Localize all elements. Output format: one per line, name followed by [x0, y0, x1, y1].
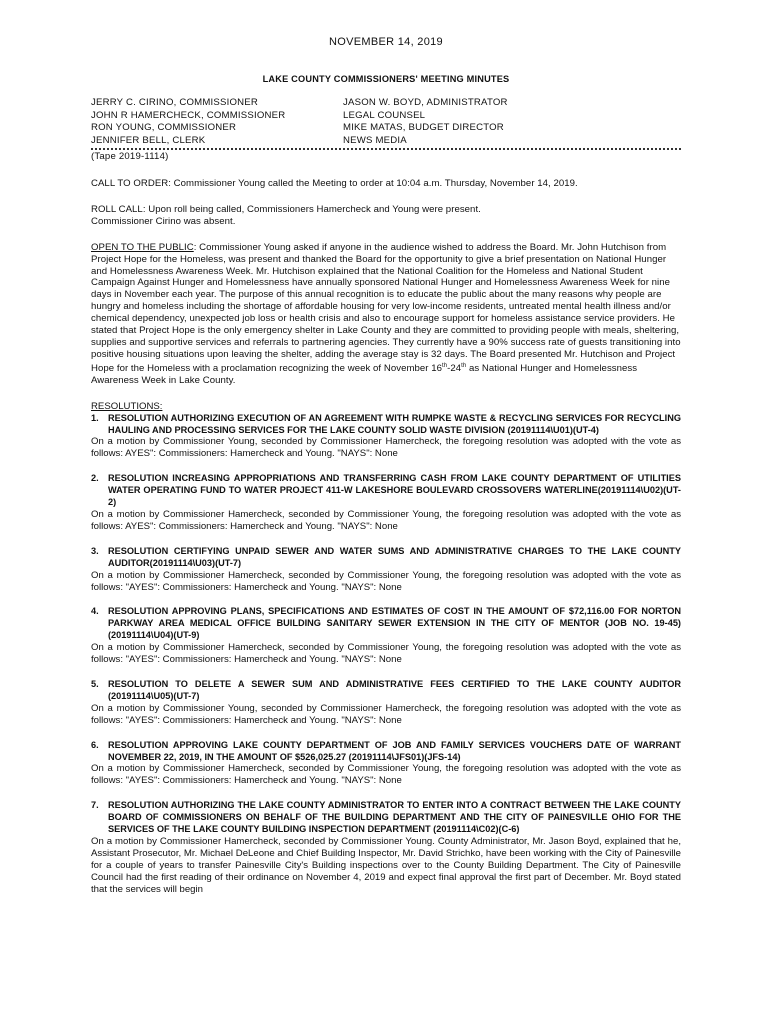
attendee: RON YOUNG, COMMISSIONER	[91, 122, 237, 134]
attendee: JOHN R HAMERCHECK, COMMISSIONER	[91, 109, 286, 121]
resolution-item	[91, 473, 681, 533]
resolution-item	[91, 413, 681, 461]
attendees-left	[91, 97, 343, 147]
resolution-item	[91, 800, 681, 895]
public-text: as National Hunger and Homelessness Awareness Week in Lake County.	[91, 362, 638, 386]
resolution-body: On a motion by Commissioner Hamercheck, seconded by Commissioner Young, the foregoing resolution was adopted with the vote as follows: "AYES": Commissioners: Hamercheck and Young. "NAYS": None	[91, 763, 681, 787]
public-text: : Commissioner Young asked if anyone in the audience wished to address the Board. Mr. John Hutchison from Project Hope for the Homeless, was present and thanked the Board for the opportunity to give a brief presentation on National Hunger and Homelessness Awareness Week. Mr. Hutchison explained that the National Coalition for the Homeless and National Student Campaign Against Hunger and Homelessness have annually sponsored National Hunger and Homelessness Awareness Week for nine days in November each year. The purpose of this annual recognition is to educate the public about the many reasons why people are hungry and homeless including the shortage of affordable housing for very low-income residents, untreated mental health illness and/or chemical dependency, unexpected job loss or health crisis and also to encourage support for homeless assistance service providers. He stated that Project Hope is the only emergency shelter in Lake County and they are committed to providing people with meals, sheltering, supplies and supportive services and referrals to partnering agencies. They currently have a 90% success rate of guests transitioning into positive housing situations upon leaving the shelter, adding the average stay is 32 days. The Board presented Mr. Hutchison and Project Hope for the Homeless with a proclamation recognizing the week of November 16	[91, 241, 681, 374]
minutes-document	[91, 36, 681, 895]
roll-call-line: ROLL CALL: Upon roll being called, Commissioners Hamercheck and Young were present.	[91, 203, 481, 215]
resolution-body: On a motion by Commissioner Young, seconded by Commissioner Hamercheck, the foregoing resolution was adopted with the vote as follows: "AYES": Commissioners: Hamercheck and Young. "NAYS": None	[91, 702, 681, 726]
resolution-title: RESOLUTION APPROVING LAKE COUNTY DEPARTMENT OF JOB AND FAMILY SERVICES VOUCHERS DATE OF WARRANT NOVEMBER 22, 2019, IN THE AMOUNT OF $526,025.27 (20191114\JFS01)(JFS-14)	[108, 739, 681, 762]
resolution-title-row	[91, 740, 681, 764]
resolution-body: On a motion by Commissioner Hamercheck, seconded by Commissioner Young, the foregoing resolution was adopted with the vote as follows: "AYES": Commissioners: Hamercheck and Young. "NAYS": None	[91, 642, 681, 666]
resolution-title-row	[91, 679, 681, 703]
call-to-order: CALL TO ORDER: Commissioner Young called the Meeting to order at 10:04 a.m. Thursday, November 14, 2019.	[91, 177, 578, 189]
resolution-number: 1.	[91, 412, 99, 423]
resolution-number: 5.	[91, 678, 99, 689]
resolution-title: RESOLUTION TO DELETE A SEWER SUM AND ADMINISTRATIVE FEES CERTIFIED TO THE LAKE COUNTY AUDITOR (20191114\U05)(UT-7)	[108, 678, 681, 701]
resolution-title: RESOLUTION INCREASING APPROPRIATIONS AND TRANSFERRING CASH FROM LAKE COUNTY DEPARTMENT OF UTILITIES WATER OPERATING FUND TO WATER PROJECT 411-W LAKESHORE BOULEVARD CROSSOVERS WATERLINE(20191114\U02)(UT-2)	[108, 473, 681, 508]
resolution-title: RESOLUTION CERTIFYING UNPAID SEWER AND WATER SUMS AND ADMINISTRATIVE CHARGES TO THE LAKE COUNTY AUDITOR(20191114\U03)(UT-7)	[108, 545, 681, 568]
resolution-body: On a motion by Commissioner Hamercheck, seconded by Commissioner Young. County Administrator, Mr. Jason Boyd, explained that he, Assistant Prosecutor, Mr. Michael DeLeone and Chief Building Inspector, Mr. David Strichko, have been working with the City of Painesville for a couple of years to transfer Painesville City's Building inspections over to the County Building Department. The City of Painesville Council had the first reading of their ordinance on November 4, 2019 and expect final approval the first part of December. Mr. Boyd stated that the services will begin	[91, 835, 681, 895]
resolution-body: On a motion by Commissioner Young, seconded by Commissioner Hamercheck, the foregoing resolution was adopted with the vote as follows: AYES": Commissioners: Hamercheck and Young. "NAYS": None	[91, 436, 681, 460]
document-title: LAKE COUNTY COMMISSIONERS' MEETING MINUTES	[262, 74, 510, 84]
resolution-number: 7.	[91, 800, 99, 811]
resolution-item	[91, 740, 681, 788]
tape-number: (Tape 2019-1114)	[91, 151, 169, 163]
open-to-public	[91, 242, 681, 387]
resolution-body: On a motion by Commissioner Hamercheck, seconded by Commissioner Young, the foregoing resolution was adopted with the vote as follows: AYES": Commissioners: Hamercheck and Young. "NAYS": None	[91, 509, 681, 532]
attendance-block	[91, 97, 681, 147]
public-text: -24	[447, 362, 462, 374]
attendee: JERRY C. CIRINO, COMMISSIONER	[91, 97, 258, 108]
attendee: JENNIFER BELL, CLERK	[91, 134, 206, 146]
superscript: th	[442, 362, 448, 369]
resolution-item	[91, 606, 681, 666]
resolution-item	[91, 679, 681, 727]
resolution-number: 4.	[91, 606, 99, 617]
dotted-divider	[91, 148, 681, 150]
resolution-title-row	[91, 473, 681, 509]
resolution-number: 3.	[91, 545, 99, 556]
attendee: MIKE MATAS, BUDGET DIRECTOR	[343, 122, 504, 134]
resolution-number: 2.	[91, 473, 99, 484]
roll-call	[91, 204, 681, 228]
attendee: NEWS MEDIA	[343, 134, 407, 146]
resolution-title-row	[91, 800, 681, 836]
resolution-title: RESOLUTION AUTHORIZING THE LAKE COUNTY ADMINISTRATOR TO ENTER INTO A CONTRACT BETWEEN THE LAKE COUNTY BOARD OF COMMISSIONERS ON BEHALF OF THE BUILDING DEPARTMENT AND THE CITY OF PAINESVILLE OHIO FOR THE SERVICES OF THE LAKE COUNTY BUILDING INSPECTION DEPARTMENT (20191114\C02)(C-6)	[108, 800, 681, 835]
attendees-right	[343, 97, 681, 147]
resolutions-heading: RESOLUTIONS:	[91, 400, 163, 412]
resolution-title: RESOLUTION AUTHORIZING EXECUTION OF AN AGREEMENT WITH RUMPKE WASTE & RECYCLING SERVICES FOR RECYCLING HAULING AND PROCESSING SERVICES FOR THE LAKE COUNTY SOLID WASTE DIVISION (20191114\U01)(UT-4)	[108, 412, 681, 435]
roll-call-line: Commissioner Cirino was absent.	[91, 215, 236, 227]
resolution-body: On a motion by Commissioner Hamercheck, seconded by Commissioner Young, the foregoing resolution was adopted with the vote as follows: "AYES": Commissioners: Hamercheck and Young. "NAYS": None	[91, 569, 681, 593]
resolutions-list	[91, 413, 681, 896]
resolution-title: RESOLUTION APPROVING PLANS, SPECIFICATIONS AND ESTIMATES OF COST IN THE AMOUNT OF $72,116.00 FOR NORTON PARKWAY AREA MEDICAL OFFICE BUILDING SANITARY SEWER EXTENSION IN THE CITY OF MENTOR (JOB NO. 19-45)(20191114\U04)(UT-9)	[108, 606, 681, 641]
public-label: OPEN TO THE PUBLIC	[91, 241, 194, 253]
resolution-number: 6.	[91, 739, 99, 750]
superscript: th	[461, 362, 467, 369]
meeting-date: NOVEMBER 14, 2019	[329, 36, 443, 48]
resolution-title-row	[91, 413, 681, 437]
attendee: JASON W. BOYD, ADMINISTRATOR	[343, 97, 508, 108]
attendee: LEGAL COUNSEL	[343, 109, 426, 121]
resolution-item	[91, 546, 681, 594]
resolution-title-row	[91, 606, 681, 642]
resolution-title-row	[91, 546, 681, 570]
